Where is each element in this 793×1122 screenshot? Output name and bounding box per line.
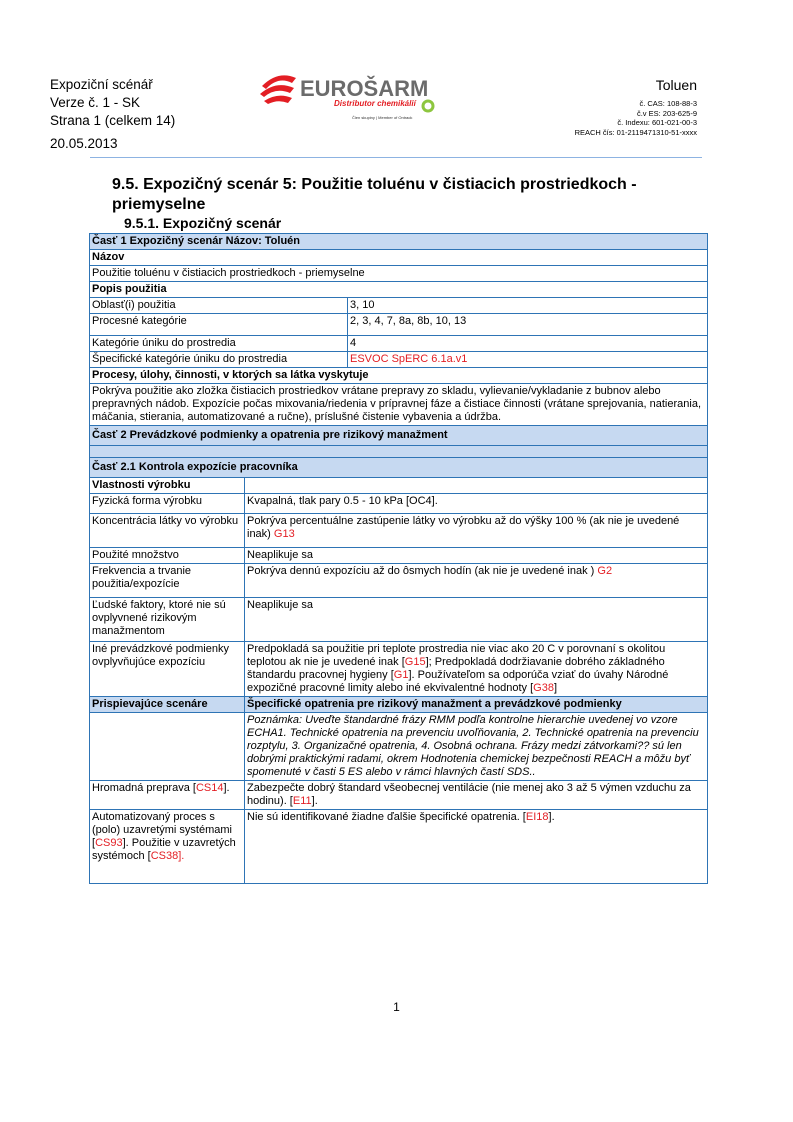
erc-label: Kategórie úniku do prostredia (90, 336, 348, 352)
proc-value: 2, 3, 4, 7, 8a, 8b, 10, 13 (348, 314, 708, 336)
es-number: č.v ES: 203-625-9 (636, 108, 697, 118)
freq-value: Pokrýva dennú expozíciu až do ôsmych hodín (ak nie je uvedené inak ) G2 (245, 564, 708, 598)
doc-version: Verze č. 1 - SK (50, 95, 141, 110)
conc-value: Pokrýva percentuálne zastúpenie látky vo výrobku až do výšky 100 % (ak nie je uvedené inak) G13 (245, 514, 708, 548)
amount-value: Neaplikuje sa (245, 548, 708, 564)
other-label: Iné prevádzkové podmienky ovplyvňujúce expozíciu (90, 642, 245, 697)
cas-number: č. CAS: 108-88-3 (639, 99, 697, 108)
serc-label: Špecifické kategórie úniku do prostredia (90, 352, 348, 368)
processes-label: Procesy, úlohy, činnosti, v ktorých sa látka vyskytuje (90, 368, 708, 384)
doc-date: 20.05.2013 (50, 136, 118, 151)
auto-value: Nie sú identifikované žiadne ďalšie špecifické opatrenia. [EI18]. (245, 810, 708, 884)
eurosarm-logo (258, 68, 438, 124)
serc-value: ESVOC SpERC 6.1a.v1 (348, 352, 708, 368)
part21-header: Časť 2.1 Kontrola expozície pracovníka (90, 458, 708, 478)
contrib-label: Prispievajúce scenáre (90, 697, 245, 713)
note-text: Poznámka: Uveďte štandardné frázy RMM podľa kontrolne hierarchie uvedenej vo vzore ECHA1. Technické opatrenia na prevenciu uvoľňovania, 2. Technické opatrenia na prevenciu rozptylu, 3. Organizačné opatrenia, 4. Osobná ochrana. Frázy medzi zátvorkami?? sú len dobrými praktickými radami, okrem Hodnotenia chemickej bezpečnosti REACH a môžu byť spomenuté v časti 5 ES alebo v rámci hlavných častí SDS.. (245, 713, 708, 781)
code-g13: G13 (273, 528, 295, 540)
processes-text: Pokrýva použitie ako zložka čistiacich prostriedkov vrátane prepravy zo skladu, vylievanie/vykladanie z bubnov alebo prepravných nádob. Expozície počas mixovania/riedenia v prípravnej fáze a čistiace činnosti (vrátane sprejovania, natierania, máčania, stierania, automatizované a ručne), príslušné čistenie vybavenia a údržba. (90, 384, 708, 426)
amount-label: Použité množstvo (90, 548, 245, 564)
use-description-label: Popis použitia (90, 282, 708, 298)
header-divider (90, 157, 702, 158)
svg-text:Distributor chemikálií: Distributor chemikálií (334, 99, 416, 108)
svg-text:EUROŠARM: EUROŠARM (300, 76, 429, 101)
reach-number: REACH čís: 01-2119471310-51-xxxx (574, 127, 697, 137)
area-label: Oblasť(i) použitia (90, 298, 348, 314)
product-props-label: Vlastnosti výrobku (90, 478, 245, 494)
svg-text:Člen skupiny | Member of Ontra: Člen skupiny | Member of Ontrack (352, 115, 413, 120)
phys-value: Kvapalná, tlak pary 0.5 - 10 kPa [OC4]. (245, 494, 708, 514)
area-value: 3, 10 (348, 298, 708, 314)
other-value: Predpokladá sa použitie pri teplote prostredia nie viac ako 20 C v porovnaní s okolitou teplotou ak nie je uvedené inak [G15]; Predpokladá dodržiavanie dobrého základného štandardu pracovnej hygieny [G1]. Používateľom sa odporúča vziať do úvahy Národné expozičné pracovné limity alebo iné ekvivalentné hodnoty [G38] (245, 642, 708, 697)
bulk-label: Hromadná preprava [CS14]. (90, 781, 245, 810)
erc-value: 4 (348, 336, 708, 352)
page-number: 1 (393, 1000, 400, 1014)
part2-header: Časť 2 Prevádzkové podmienky a opatrenia pre rizikový manažment (90, 426, 708, 446)
header-left (50, 76, 175, 153)
part2-spacer (90, 446, 708, 458)
doc-type: Expoziční scénář (50, 77, 153, 92)
name-value: Použitie toluénu v čistiacich prostriedkoch - priemyselne (90, 266, 708, 282)
section-title: 9.5. Expozičný scenár 5: Použitie toluénu v čistiacich prostriedkoch - priemyselne (112, 176, 637, 213)
conc-label: Koncentrácia látky vo výrobku (90, 514, 245, 548)
proc-label: Procesné kategórie (90, 314, 348, 336)
doc-page-info: Strana 1 (celkem 14) (50, 113, 176, 128)
human-value: Neaplikuje sa (245, 598, 708, 642)
product-name: Toluen (655, 77, 697, 93)
freq-label: Frekvencia a trvanie použitia/expozície (90, 564, 245, 598)
exposure-scenario-table (89, 233, 708, 884)
phys-label: Fyzická forma výrobku (90, 494, 245, 514)
product-props-empty (245, 478, 708, 494)
name-label: Názov (90, 250, 708, 266)
bulk-value: Zabezpečte dobrý štandard všeobecnej ventilácie (nie menej ako 3 až 5 výmen vzduchu za hodinu). [E11]. (245, 781, 708, 810)
code-g2: G2 (597, 565, 613, 577)
part1-header: Časť 1 Expozičný scenár Názov: Toluén (90, 234, 708, 250)
auto-label: Automatizovaný proces s (polo) uzavretými systémami [CS93]. Použitie v uzavretých systémoch [CS38]. (90, 810, 245, 884)
note-empty (90, 713, 245, 781)
header-right (575, 77, 697, 137)
human-label: Ľudské faktory, ktoré nie sú ovplyvnené rizikovým manažmentom (90, 598, 245, 642)
index-number: č. Indexu: 601-021-00-3 (617, 118, 697, 127)
subsection-title: 9.5.1. Expozičný scenár (124, 215, 282, 231)
rmm-label: Špecifické opatrenia pre rizikový manažment a prevádzkové podmienky (245, 697, 708, 713)
